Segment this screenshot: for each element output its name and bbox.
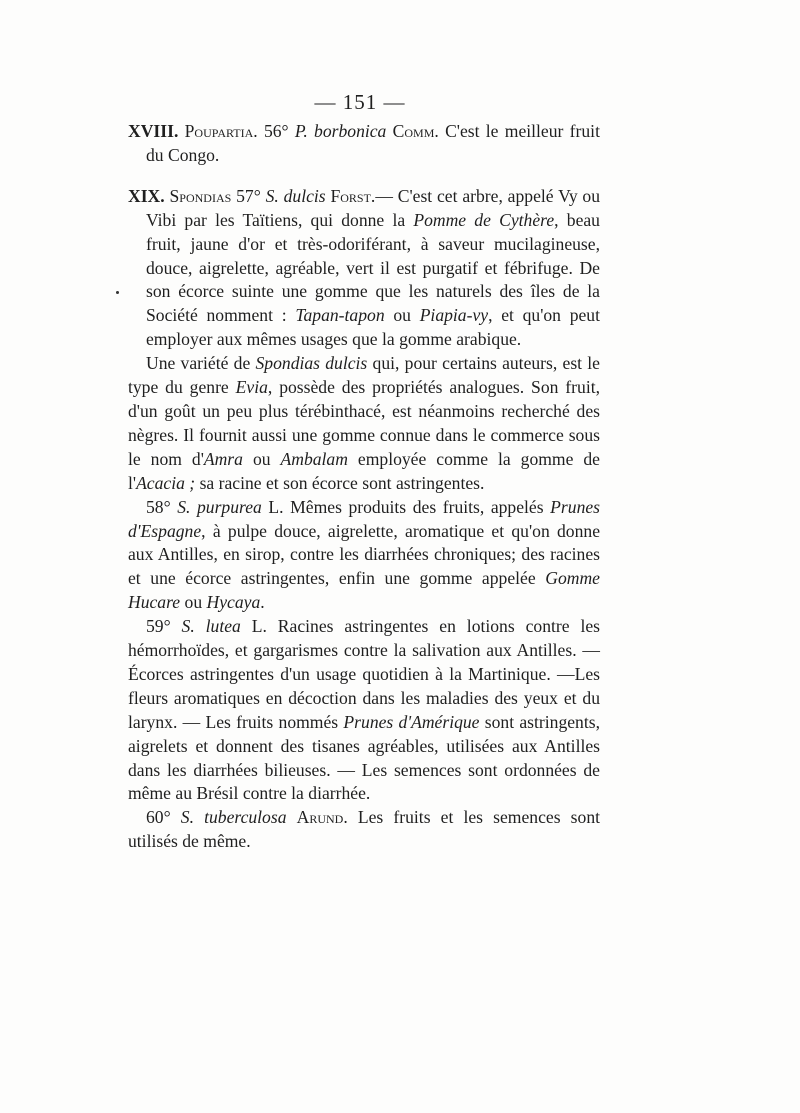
common-name: Ambalam [280, 448, 348, 469]
paragraph-s-lutea [128, 615, 600, 806]
species-name: S. tuberculosa [180, 807, 287, 828]
species-name: P. borbonica [294, 121, 387, 141]
entry-text: , et qu'on peut employer aux mêmes usages que la gomme arabique. [146, 305, 600, 350]
paragraph-text: L. Mêmes produits des fruits, appelés [268, 496, 544, 517]
genus-name: Evia [235, 377, 268, 398]
entry-text: , beau fruit, jaune d'or et très-odoriférant, à saveur mucilagineuse, douce, aigrelette, agréable, vert il est purgatif et fébrifuge. De son écorce suinte une gomme que les naturels des îles de la Société nomment : [146, 209, 600, 326]
paragraph-text: sont astringents, aigrelets et donnent des tisanes agréables, utilisées aux Antilles dans les diarrhées bilieuses. — Les semences sont ordonnées de même au Brésil contre la diarrhée. [128, 711, 600, 804]
species-number: 60° [146, 807, 171, 828]
species-author: Arund. [296, 807, 348, 828]
paragraph-s-tuberculosa [128, 806, 600, 854]
page-body [128, 120, 600, 854]
paragraph-text: Une variété de [146, 353, 251, 374]
margin-dot [116, 291, 119, 294]
common-name: Piapia-vy [419, 305, 489, 326]
entry-text: C'est le meilleur fruit du Congo. [146, 121, 600, 165]
paragraph-text: qui, pour certains auteurs, est le type du genre [128, 353, 600, 398]
common-name: Gomme Hucare [128, 568, 600, 613]
paragraph-variety [128, 352, 600, 495]
paragraph-text: sa racine et son écorce sont astringentes. [199, 472, 485, 493]
paragraph-text: L. Racines astringentes en lotions contre les hémorrhoïdes, et gargarismes contre la salivation aux Antilles. — Écorces astringentes d'un usage quotidien à la Martinique. —Les fleurs aromatiques en décoction dans les maladies des yeux et du larynx. — Les fruits nommés [128, 616, 600, 732]
paragraph-text: employée comme la gomme de l' [128, 448, 600, 493]
paragraph-text: ou [252, 448, 271, 469]
common-name: Amra [203, 448, 243, 469]
paragraph-text: , possède des propriétés analogues. Son fruit, d'un goût un peu plus térébinthacé, est néanmoins recherché des nègres. Il fournit aussi une gomme connue dans le commerce sous le nom d' [128, 377, 600, 469]
entry-numeral: XIX. [128, 185, 165, 206]
genus-name: Spondias [169, 185, 232, 206]
common-name: Hycaya [206, 592, 261, 613]
entry-numeral: XVIII. [128, 121, 179, 141]
paragraph-text: ou [184, 592, 203, 613]
common-name: Pomme de Cythère [413, 209, 555, 230]
paragraph-text: , à pulpe douce, aigrelette, aromatique et qu'on donne aux Antilles, en sirop, contre les diarrhées chroniques; des racines et une écorce astringentes, enfin une gomme appelée [128, 520, 600, 589]
species-number: 59° [146, 616, 171, 637]
species-name: S. purpurea [177, 496, 262, 517]
common-name: Prunes d'Espagne [128, 496, 601, 541]
entry-text: — C'est cet arbre, appelé Vy ou Vibi par les Taïtiens, qui donne la [146, 185, 601, 230]
common-name: Tapan-tapon [295, 305, 385, 326]
entry-spondias [128, 185, 600, 352]
species-name: S. dulcis [265, 185, 326, 206]
species-author: Comm. [392, 121, 439, 141]
species-number: 58° [146, 496, 171, 517]
entry-text: ou [393, 305, 411, 326]
page-number: — 151 — [314, 90, 406, 114]
species-number: 57° [236, 185, 261, 206]
paragraph-s-purpurea [128, 496, 600, 616]
entry-poupartia [128, 120, 600, 168]
genus-name: Acacia ; [136, 472, 196, 493]
species-name: S. lutea [181, 616, 241, 637]
genus-name: Poupartia. [184, 121, 258, 141]
paragraph-text: Les fruits et les semences sont utilisés de même. [128, 807, 600, 852]
species-number: 56° [263, 121, 289, 141]
paragraph-text: . [260, 592, 265, 613]
species-name: Spondias dulcis [255, 353, 368, 374]
species-author: Forst. [330, 185, 376, 206]
common-name: Prunes d'Amérique [343, 711, 480, 732]
